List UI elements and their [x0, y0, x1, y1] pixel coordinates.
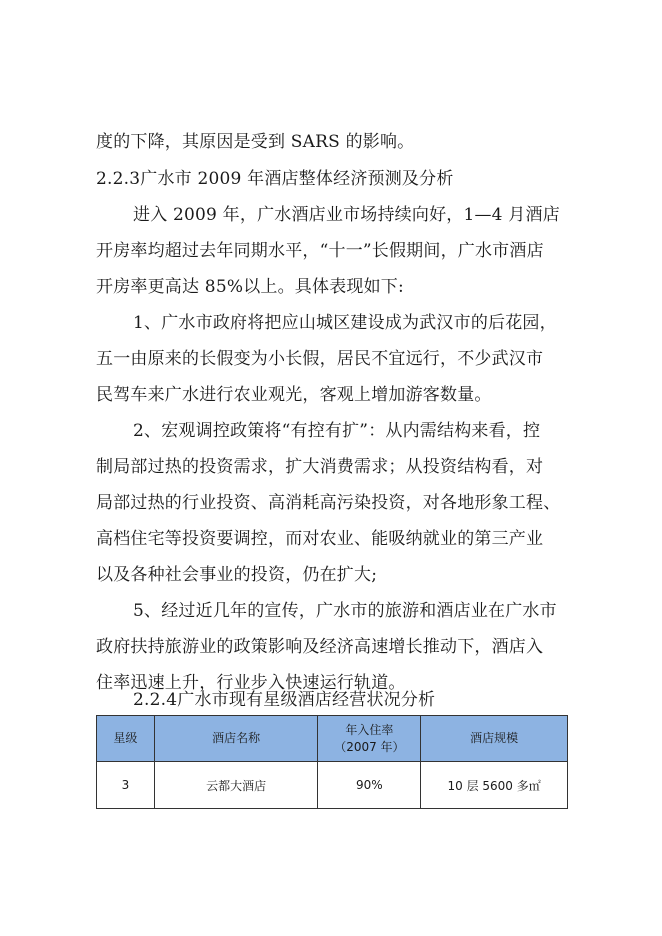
- section-heading-2-2-3: 2.2.3广水市 2009 年酒店整体经济预测及分析: [96, 169, 454, 189]
- list-item-2-line: 局部过热的行业投资、高消耗高污染投资，对各地形象工程、: [96, 493, 561, 513]
- table-header-row: [97, 716, 568, 762]
- list-item-2-line: 高档住宅等投资要调控，而对农业、能吸纳就业的第三产业: [96, 529, 544, 549]
- paragraph-line: 开房率均超过去年同期水平，“十一”长假期间，广水市酒店: [96, 241, 544, 261]
- paragraph-line: 开房率更高达 85%以上。具体表现如下:: [96, 277, 404, 297]
- cell-scale: 10 层 5600 多㎡: [421, 762, 568, 809]
- paragraph-line: 进入 2009 年，广水酒店业市场持续向好，1—4 月酒店: [133, 205, 560, 225]
- list-item-2-line: 以及各种社会事业的投资，仍在扩大;: [96, 565, 378, 585]
- header-occupancy-label: 年入住率: [345, 722, 394, 737]
- list-item-2-line: 2、宏观调控政策将“有控有扩”：从内需结构来看，控: [133, 421, 541, 441]
- cell-star: 3: [97, 762, 155, 809]
- hotel-table: [96, 715, 568, 809]
- header-star: 星级: [97, 716, 155, 762]
- list-item-5-line: 住率迅速上升，行业步入快速运行轨道。: [96, 673, 406, 693]
- list-item-1-line: 五一由原来的长假变为小长假，居民不宜远行，不少武汉市: [96, 349, 544, 369]
- list-item-1-line: 民驾车来广水进行农业观光，客观上增加游客数量。: [96, 385, 492, 405]
- header-occupancy: [318, 716, 421, 762]
- paragraph-sars-end: 度的下降，其原因是受到 SARS 的影响。: [96, 132, 415, 152]
- section-heading-2-2-4: 2.2.4广水市现有星级酒店经营状况分析: [133, 690, 436, 710]
- list-item-1-line: 1、广水市政府将把应山城区建设成为武汉市的后花园，: [133, 313, 557, 333]
- cell-hotel-name: 云都大酒店: [154, 762, 318, 809]
- cell-occupancy: 90%: [318, 762, 421, 809]
- header-scale: 酒店规模: [421, 716, 568, 762]
- list-item-5-line: 政府扶持旅游业的政策影响及经济高速增长推动下，酒店入: [96, 637, 544, 657]
- list-item-2-line: 制局部过热的投资需求，扩大消费需求；从投资结构看，对: [96, 457, 544, 477]
- header-hotel-name: 酒店名称: [154, 716, 318, 762]
- header-occupancy-year: （2007 年）: [334, 739, 405, 754]
- list-item-5-line: 5、经过近几年的宣传，广水市的旅游和酒店业在广水市: [133, 601, 557, 621]
- table-row: [97, 762, 568, 809]
